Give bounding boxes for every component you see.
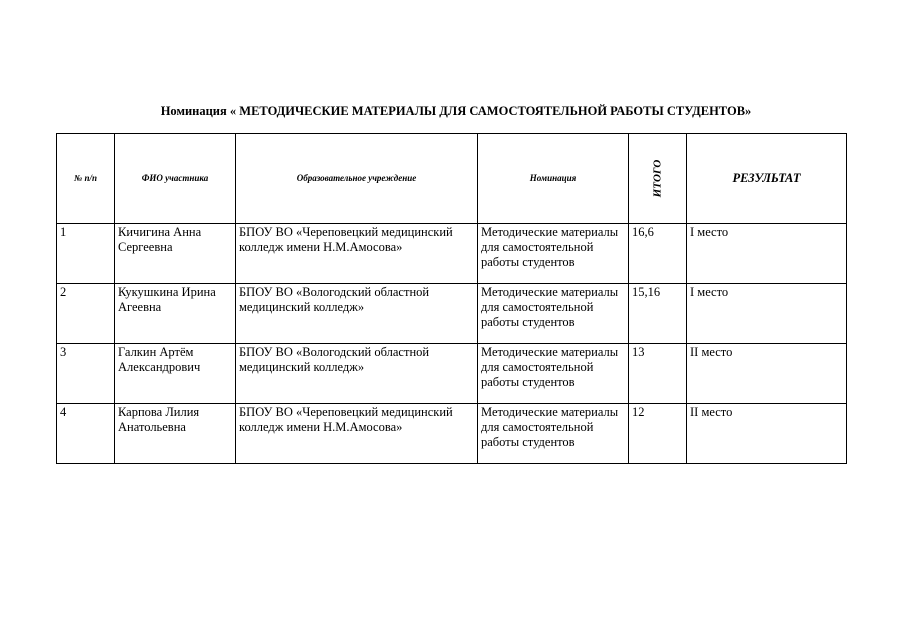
header-num: № п/п [57, 134, 115, 224]
results-table [56, 133, 847, 464]
cell-nomination: Методические материалы для самостоятельной работы студентов [478, 404, 629, 464]
header-result: РЕЗУЛЬТАТ [687, 134, 847, 224]
cell-total: 12 [629, 404, 687, 464]
cell-result: I место [687, 284, 847, 344]
table-row [57, 404, 847, 464]
cell-num: 2 [57, 284, 115, 344]
header-name: ФИО участника [115, 134, 236, 224]
cell-num: 1 [57, 224, 115, 284]
header-nomination: Номинация [478, 134, 629, 224]
table-row [57, 284, 847, 344]
cell-name: Кукушкина Ирина Агеевна [115, 284, 236, 344]
cell-total: 15,16 [629, 284, 687, 344]
cell-institution: БПОУ ВО «Вологодский областной медицинский колледж» [236, 284, 478, 344]
cell-institution: БПОУ ВО «Череповецкий медицинский колледж имени Н.М.Амосова» [236, 224, 478, 284]
header-total [629, 134, 687, 224]
table-row [57, 224, 847, 284]
cell-result: II место [687, 404, 847, 464]
cell-name: Карпова Лилия Анатольевна [115, 404, 236, 464]
cell-name: Кичигина Анна Сергеевна [115, 224, 236, 284]
cell-nomination: Методические материалы для самостоятельной работы студентов [478, 284, 629, 344]
header-total-label: ИТОГО [650, 159, 663, 198]
cell-result: II место [687, 344, 847, 404]
table-header-row [57, 134, 847, 224]
cell-nomination: Методические материалы для самостоятельной работы студентов [478, 224, 629, 284]
cell-nomination: Методические материалы для самостоятельной работы студентов [478, 344, 629, 404]
cell-institution: БПОУ ВО «Череповецкий медицинский колледж имени Н.М.Амосова» [236, 404, 478, 464]
cell-institution: БПОУ ВО «Вологодский областной медицинский колледж» [236, 344, 478, 404]
cell-result: I место [687, 224, 847, 284]
cell-num: 4 [57, 404, 115, 464]
cell-name: Галкин Артём Александрович [115, 344, 236, 404]
cell-total: 13 [629, 344, 687, 404]
table-row [57, 344, 847, 404]
page-title: Номинация « МЕТОДИЧЕСКИЕ МАТЕРИАЛЫ ДЛЯ САМОСТОЯТЕЛЬНОЙ РАБОТЫ СТУДЕНТОВ» [160, 104, 752, 118]
cell-num: 3 [57, 344, 115, 404]
header-institution: Образовательное учреждение [236, 134, 478, 224]
cell-total: 16,6 [629, 224, 687, 284]
